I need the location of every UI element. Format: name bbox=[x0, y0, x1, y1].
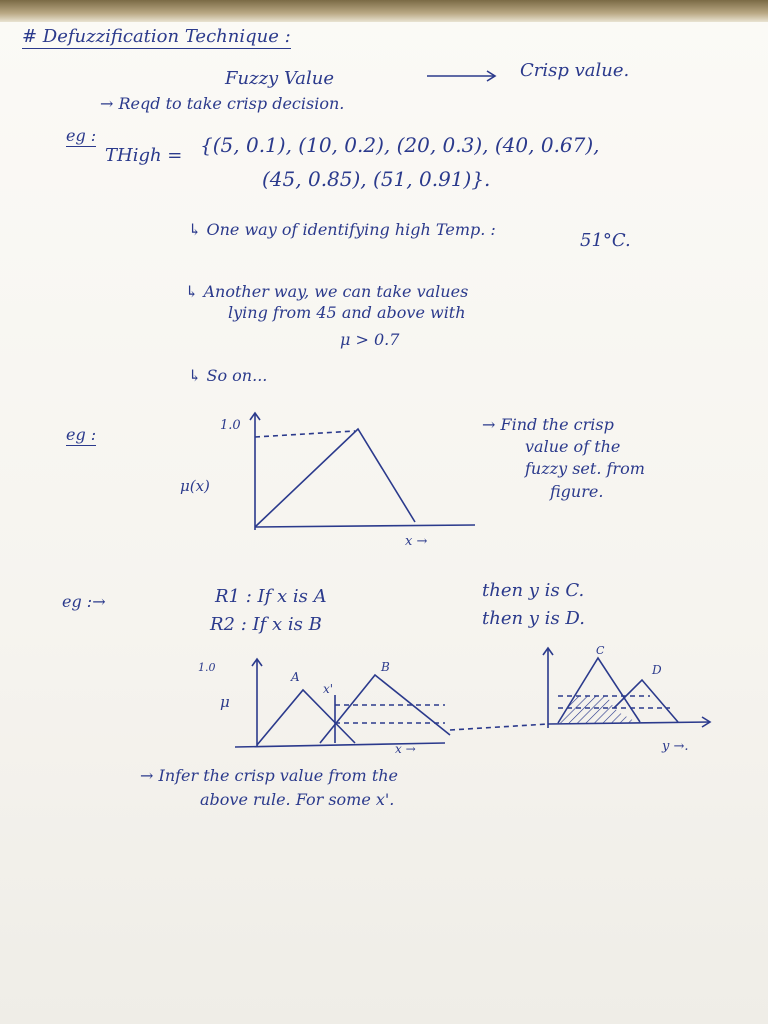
fuzzy-set-line-1: {(5, 0.1), (10, 0.2), (20, 0.3), (40, 0.67), bbox=[200, 133, 600, 157]
x-prime-label: x' bbox=[323, 682, 334, 696]
consequent-figure bbox=[450, 638, 720, 763]
y-tick-1-0: 1.0 bbox=[220, 418, 241, 433]
y-axis-label: μ(x) bbox=[180, 477, 210, 495]
thigh-label: THigh = bbox=[105, 145, 183, 166]
rule-1-consequence: then y is C. bbox=[482, 580, 585, 601]
fuzzy-set-line-2: (45, 0.85), (51, 0.91)}. bbox=[262, 167, 491, 191]
set-d-label: D bbox=[652, 663, 662, 677]
set-c-label: C bbox=[596, 644, 605, 657]
antecedent-figure bbox=[195, 655, 455, 755]
infer-line-1: → Infer the crisp value from the bbox=[140, 766, 399, 785]
find-line-1: → Find the crisp bbox=[482, 415, 614, 434]
example-1-label: eg : bbox=[66, 126, 97, 145]
projection-line bbox=[450, 724, 548, 730]
one-way-text: ↳ One way of identifying high Temp. : bbox=[188, 220, 496, 239]
rule-2-consequence: then y is D. bbox=[482, 608, 585, 629]
infer-line-2: above rule. For some x'. bbox=[200, 790, 395, 809]
set-b-triangle bbox=[320, 675, 450, 743]
page-binding bbox=[0, 0, 768, 22]
example-3-label: eg :→ bbox=[62, 592, 106, 611]
y-axis-label: μ bbox=[220, 693, 230, 711]
crisp-value-text: Crisp value. bbox=[520, 60, 630, 81]
rule-1-condition: R1 : If x is A bbox=[215, 586, 327, 607]
x-axis bbox=[255, 525, 475, 527]
triangle-membership-figure bbox=[170, 405, 500, 550]
requirement-text: → Reqd to take crisp decision. bbox=[100, 94, 345, 113]
arrow-right-icon bbox=[425, 70, 505, 82]
peak-dashed-line bbox=[255, 431, 355, 437]
another-way-line-3: μ > 0.7 bbox=[340, 330, 400, 349]
membership-triangle bbox=[255, 429, 415, 527]
rule-2-condition: R2 : If x is B bbox=[210, 614, 322, 635]
example-2-label: eg : bbox=[66, 425, 97, 444]
fuzzy-value-text: Fuzzy Value bbox=[225, 68, 335, 89]
find-line-2: value of the bbox=[525, 437, 621, 456]
set-a-label: A bbox=[291, 670, 300, 684]
set-b-label: B bbox=[381, 660, 390, 674]
another-way-line-2: lying from 45 and above with bbox=[228, 303, 466, 322]
find-line-4: figure. bbox=[550, 482, 604, 501]
one-way-value: 51°C. bbox=[580, 230, 631, 251]
y-tick-1-0: 1.0 bbox=[198, 661, 216, 674]
page-heading: # Defuzzification Technique : bbox=[22, 26, 291, 47]
y-axis-label: y →. bbox=[662, 739, 689, 754]
x-axis-label: x → bbox=[395, 742, 416, 756]
find-line-3: fuzzy set. from bbox=[525, 459, 645, 478]
so-on-text: ↳ So on... bbox=[188, 366, 268, 385]
another-way-line-1: ↳ Another way, we can take values bbox=[185, 282, 469, 301]
x-axis-label: x → bbox=[405, 534, 428, 549]
